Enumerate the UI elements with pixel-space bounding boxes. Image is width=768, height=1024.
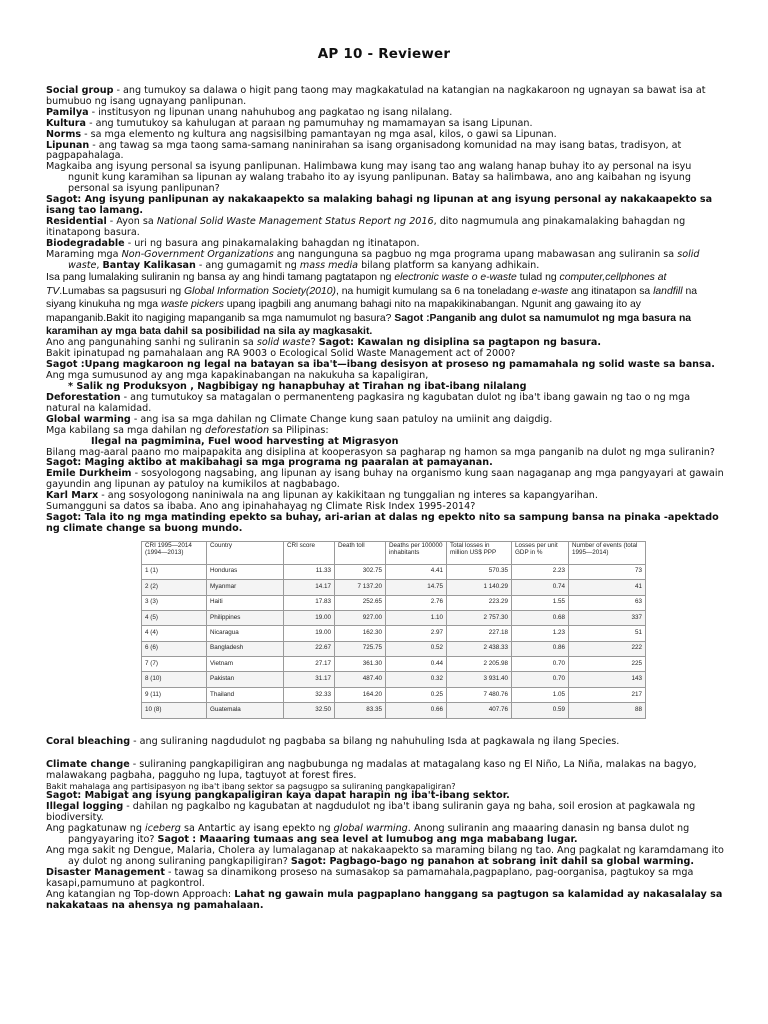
- italic-text: computer,cellphones at TV: [46, 272, 667, 297]
- column-header: CRI score: [284, 541, 335, 564]
- table-cell: Thailand: [207, 687, 284, 702]
- definition: - ang tumukoy sa dalawa o higit pang taong may magkakatulad na katangian na nagkakaroon ng ugnayan sa bawat isa at bumubuo ng isang ugnayang panlipunan.: [46, 85, 706, 107]
- bold-text: Bantay Kalikasan: [102, 259, 196, 271]
- answer-ra-9003: Sagot :Upang magkaroon ng legal na batayan sa iba't—ibang desisyon at proseso ng pamamahala ng solid waste sa bansa.: [46, 359, 715, 371]
- answer-isyung-panlipunan: Sagot: Ang isyung panlipunan ay nakakaapekto sa malaking bahagi ng lipunan at ang isyung personal ay nakakaapekto sa isang tao lamang.: [46, 194, 713, 216]
- table-cell: Haiti: [207, 595, 284, 610]
- definition: - ang tumutukoy sa kahulugan at paraan ng pamumuhay ng mamamayan sa isang Lipunan.: [86, 117, 533, 129]
- list-deforestation-causes: Ilegal na pagmimina, Fuel wood harvesting at Migrasyon: [91, 435, 399, 447]
- text: Isa pang lumalaking suliranin ng bansa ay ang hindi tamang pagtatapon ng: [46, 272, 395, 284]
- text: sa Pilipinas:: [269, 424, 329, 436]
- term: Lipunan: [46, 139, 90, 151]
- paragraph-social-group: [46, 86, 724, 108]
- term: Residential: [46, 215, 107, 227]
- definition: - sosyologong nagsabing, ang lipunan ay isang buhay na organismo kung saan nagaganap ang mga pangyayari at gawain gayundin ang lipunan ay patuloy na kumikilos at nagbabago.: [46, 468, 724, 491]
- text: tulad ng: [516, 272, 560, 284]
- column-header: Deaths per 100000 inhabitants: [386, 541, 447, 564]
- text: Mga kabilang sa mga dahilan ng: [46, 424, 205, 436]
- table-row: [142, 672, 646, 687]
- table-row: [142, 564, 646, 579]
- table-cell: Guatemala: [207, 703, 284, 718]
- table-cell: 1 (1): [142, 564, 207, 579]
- table-cell: 32.50: [284, 703, 335, 718]
- paragraph-iceberg: [46, 824, 724, 846]
- table-cell: 14.75: [386, 580, 447, 595]
- table-cell: Bangladesh: [207, 641, 284, 656]
- text: ,: [96, 259, 103, 271]
- italic-text: Global Information Society(2010): [184, 285, 336, 297]
- table-cell: Honduras: [207, 564, 284, 579]
- table-cell: 0.52: [386, 641, 447, 656]
- column-header: Death toll: [335, 541, 386, 564]
- table-row: [142, 657, 646, 672]
- column-header: CRI 1995—2014 (1994—2013): [142, 541, 207, 564]
- table-cell: 1.10: [386, 610, 447, 625]
- table-cell: 2 (2): [142, 580, 207, 595]
- paragraph-illegal-logging: [46, 802, 724, 824]
- table-cell: 73: [569, 564, 646, 579]
- table-cell: 41: [569, 580, 646, 595]
- cri-table: [141, 541, 646, 719]
- table-cell: 7 (7): [142, 657, 207, 672]
- column-header: Country: [207, 541, 284, 564]
- table-row: [142, 580, 646, 595]
- table-cell: 0.70: [512, 672, 569, 687]
- page-title: AP 10 - Reviewer: [317, 46, 451, 62]
- table-cell: 19.00: [284, 626, 335, 641]
- paragraph-isyung-personal: Magkaiba ang isyung personal sa isyung panlipunan. Halimbawa kung may isang tao ang walang hanap buhay ito ay personal na isyu ngunit kung karamihan sa lipunan ay walang trabaho ito ay isyung panlipunan. Batay sa halimbawa, ano ang kaibahan ng isyung personal sa isyung panlipunan?: [46, 161, 692, 195]
- paragraph-residential: [46, 217, 724, 239]
- table-cell: 19.00: [284, 610, 335, 625]
- text: .Lumabas sa pagsusuri ng: [59, 285, 185, 297]
- paragraph-durkheim: [46, 469, 724, 491]
- table-cell: 252.65: [335, 595, 386, 610]
- definition: - ang tawag sa mga taong sama-samang naninirahan sa isang organisadong komunidad na may isang batas, tradisyon, at pagpapahalaga.: [46, 139, 682, 162]
- table-cell: 27.17: [284, 657, 335, 672]
- definition: - tawag sa dinamikong proseso na sumasakop sa pamamahala,pagpaplano, pag-oorganisa, pagtukoy sa mga kasapi,pamumuno at pagkontrol.: [46, 866, 694, 889]
- table-cell: 0.32: [386, 672, 447, 687]
- bold-text: Sagot: Maging aktibo at makibahagi sa mga programa ng paaralan at pamayanan.: [46, 457, 493, 469]
- table-cell: 487.40: [335, 672, 386, 687]
- table-cell: 164.20: [335, 687, 386, 702]
- text: Ang katangian ng Top-down Approach:: [46, 888, 235, 900]
- table-cell: 302.75: [335, 564, 386, 579]
- paragraph-e-waste: [46, 271, 724, 338]
- term: Coral bleaching: [46, 735, 131, 747]
- table-cell: 1.23: [512, 626, 569, 641]
- term: Illegal logging: [46, 801, 124, 813]
- paragraph-deforestation: [46, 393, 724, 415]
- table-cell: 63: [569, 595, 646, 610]
- table-cell: 143: [569, 672, 646, 687]
- paragraph-ngo: [46, 250, 724, 272]
- table-row: [142, 641, 646, 656]
- table-cell: 4.41: [386, 564, 447, 579]
- table-cell: 0.44: [386, 657, 447, 672]
- table-cell: 225: [569, 657, 646, 672]
- table-cell: 1 140.29: [447, 580, 512, 595]
- term: Pamilya: [46, 106, 89, 118]
- term: Karl Marx: [46, 490, 99, 502]
- table-cell: 14.17: [284, 580, 335, 595]
- definition: - ang sosyologong naniniwala na ang lipunan ay kakikitaan ng tunggalian ng interes sa kapangyarihan.: [98, 490, 598, 502]
- text: , dito nagmumula ang pinakamalaking bahagdan ng itinatapong basura.: [46, 215, 686, 238]
- italic-text: mass media: [299, 259, 359, 271]
- paragraph-top-down: [46, 890, 724, 912]
- text: Ano ang pangunahing sanhi ng suliranin sa: [46, 337, 257, 349]
- table-row: [142, 687, 646, 702]
- italic-text: global warming: [333, 823, 408, 835]
- italic-text: Non-Government Organizations: [121, 248, 274, 260]
- paragraph-partisipasyon: Bakit mahalaga ang partisipasyon ng iba't ibang sektor sa pagsugpo sa suliraning pangkapaligiran?: [46, 781, 456, 792]
- table-cell: 407.76: [447, 703, 512, 718]
- table-cell: 7 480.76: [447, 687, 512, 702]
- table-cell: Nicaragua: [207, 626, 284, 641]
- text: . Anong suliranin ang maaaring danasin ng bansa dulot ng pangyayaring ito?: [68, 823, 690, 846]
- text: - ang gumagamit ng: [195, 259, 300, 271]
- table-cell: 3 (3): [142, 595, 207, 610]
- term: Climate change: [46, 758, 130, 770]
- definition: - ang suliraning nagdudulot ng pagbaba sa bilang ng nahuhuling Isda at pagkawala ng ilang Species.: [130, 735, 620, 747]
- table-cell: 0.66: [386, 703, 447, 718]
- table-cell: 11.33: [284, 564, 335, 579]
- table-cell: 4 (4): [142, 626, 207, 641]
- term: Emile Durkheim: [46, 468, 132, 480]
- paragraph-cri-question: Sumangguni sa datos sa ibaba. Ano ang ipinahahayag ng Climate Risk Index 1995-2014?: [46, 501, 476, 513]
- text: - Ayon sa: [106, 215, 157, 227]
- table-header-row: [142, 541, 646, 564]
- italic-text: deforestation: [204, 424, 270, 436]
- table-cell: 2.23: [512, 564, 569, 579]
- table-cell: 0.70: [512, 657, 569, 672]
- term: Kultura: [46, 117, 87, 129]
- table-cell: 0.68: [512, 610, 569, 625]
- table-cell: 0.25: [386, 687, 447, 702]
- bold-text: Sagot : Maaaring tumaas ang sea level at lumubog ang mga mababang lugar.: [157, 834, 578, 846]
- table-cell: 227.18: [447, 626, 512, 641]
- table-cell: 6 (6): [142, 641, 207, 656]
- text: , na humigit kumulang sa 6 na toneladang: [335, 285, 532, 297]
- italic-text: National Solid Waste Management Status Report ng 2016: [156, 215, 434, 227]
- italic-text: solid waste: [256, 337, 311, 349]
- italic-text: solid waste: [68, 248, 700, 271]
- answer-partisipasyon: Sagot: Mabigat ang isyung pangkapaligiran kaya dapat harapin ng iba't-ibang sektor.: [46, 790, 510, 802]
- term: Deforestation: [46, 391, 121, 403]
- text: Maraming mga: [46, 248, 122, 260]
- list-kapakinabangan: * Salik ng Produksyon , Nagbibigay ng hanapbuhay at Tirahan ng ibat-ibang nilalang: [68, 381, 527, 393]
- document-body: [46, 86, 724, 911]
- table-cell: 31.17: [284, 672, 335, 687]
- text: Ang pagkatunaw ng: [46, 823, 146, 835]
- text: bilang platform sa kanyang adhikain.: [358, 259, 540, 271]
- text: ang itinatapon sa: [568, 285, 654, 297]
- bold-text: Sagot :Panganib ang dulot sa namumulot ng mga basura na karamihan ay mga bata dahil sa posibilidad na sila ay magkasakit.: [46, 312, 692, 338]
- table-cell: 10 (8): [142, 703, 207, 718]
- column-header: Losses per unit GDP in %: [512, 541, 569, 564]
- text: Bilang mag-aaral paano mo maipapakita ang disiplina at kooperasyon sa pagharap ng hamon sa mga panganib na dulot ng mga suliranin?: [46, 446, 715, 458]
- table-cell: 4 (5): [142, 610, 207, 625]
- table-cell: 2 438.33: [447, 641, 512, 656]
- table-cell: 0.59: [512, 703, 569, 718]
- table-cell: Pakistan: [207, 672, 284, 687]
- column-header: Number of events (total 1995—2014): [569, 541, 646, 564]
- table-cell: 2 205.98: [447, 657, 512, 672]
- table-cell: 7 137.20: [335, 580, 386, 595]
- table-row: [142, 626, 646, 641]
- paragraph-dengue: [46, 846, 724, 868]
- italic-text: landfill: [653, 285, 683, 297]
- paragraph-coral-bleaching: [46, 737, 724, 748]
- table-cell: 570.35: [447, 564, 512, 579]
- table-cell: 0.86: [512, 641, 569, 656]
- table-row: [142, 703, 646, 718]
- term: Disaster Management: [46, 866, 165, 878]
- bold-text: Sagot: Kawalan ng disiplina sa pagtapon ng basura.: [318, 337, 601, 349]
- term: Norms: [46, 128, 82, 140]
- term: Global warming: [46, 413, 131, 425]
- paragraph-deforestation-causes: [46, 426, 724, 437]
- table-cell: 725.75: [335, 641, 386, 656]
- term: Biodegradable: [46, 237, 125, 249]
- table-cell: 927.00: [335, 610, 386, 625]
- table-cell: 17.83: [284, 595, 335, 610]
- table-cell: 2.97: [386, 626, 447, 641]
- text: ang nangunguna sa pagbuo ng mga programa upang mabawasan ang suliranin sa: [273, 248, 678, 260]
- italic-text: iceberg: [145, 823, 181, 835]
- bold-text: Lahat ng gawain mula pagpaplano hanggang sa pagtugon sa kalamidad ay nakasalalay sa nakakataas na ahensya ng pamahalaan.: [46, 888, 723, 911]
- table-cell: 1.55: [512, 595, 569, 610]
- text: upang ipagbili ang anumang bahagi nito na mapakikinabangan. Ngunit ang gawaing ito ay mapanganib.Bakit ito nagiging mapanganib sa mga namumulot ng basura?: [46, 299, 641, 324]
- table-cell: 32.33: [284, 687, 335, 702]
- definition: - ang tumutukoy sa matagalan o permanenteng pagkasira ng kagubatan dulot ng iba't ibang gawain ng tao o ng mga natural na kalamidad.: [46, 391, 691, 414]
- table-cell: Philippines: [207, 610, 284, 625]
- table-cell: 361.30: [335, 657, 386, 672]
- climate-risk-index-table: [141, 541, 646, 723]
- table-cell: 22.67: [284, 641, 335, 656]
- text: na siyang kinukuha ng mga: [46, 285, 698, 311]
- italic-text: electronic waste o e-waste: [394, 272, 517, 284]
- table-cell: 217: [569, 687, 646, 702]
- table-cell: 2 757.30: [447, 610, 512, 625]
- table-row: [142, 595, 646, 610]
- paragraph-climate-change: [46, 760, 724, 782]
- table-cell: 83.35: [335, 703, 386, 718]
- table-cell: 8 (10): [142, 672, 207, 687]
- table-cell: Myanmar: [207, 580, 284, 595]
- paragraph-kapakinabangan: Ang mga sumusunod ay ang mga kapakinabangan na nakukuha sa kapaligiran,: [46, 370, 429, 382]
- paragraph-lipunan: [46, 141, 724, 163]
- table-cell: 51: [569, 626, 646, 641]
- paragraph-ra-9003: Bakit ipinatupad ng pamahalaan ang RA 9003 o Ecological Solid Waste Management act of 2000?: [46, 348, 516, 360]
- answer-cri: Sagot: Tala ito ng mga matinding epekto sa buhay, ari-arian at dalas ng epekto nito sa sampung bansa na pinaka -apektado ng climate change sa buong mundo.: [46, 511, 719, 534]
- italic-text: waste pickers: [160, 299, 224, 311]
- definition: - suliraning pangkapiligiran ang nagbubunga ng madalas at matagalang kaso ng El Niño, La Niña, malakas na bagyo, malawakang pagbaha, pagguho ng lupa, tagtuyot at forest fires.: [46, 758, 697, 781]
- table-cell: 162.30: [335, 626, 386, 641]
- table-cell: 0.74: [512, 580, 569, 595]
- text: ?: [310, 337, 319, 349]
- table-cell: 9 (11): [142, 687, 207, 702]
- text: Ang mga sakit ng Dengue, Malaria, Cholera ay lumalaganap at nakakaapekto sa maraming bilang ng tao. Ang pagkalat ng karamdamang ito ay dulot ng anong suliraning pangkapiligiran?: [46, 845, 724, 867]
- column-header: Total losses in million US$ PPP: [447, 541, 512, 564]
- table-cell: 2.76: [386, 595, 447, 610]
- table-cell: Vietnam: [207, 657, 284, 672]
- table-cell: 222: [569, 641, 646, 656]
- definition: - institusyon ng lipunan unang nahuhubog ang pagkatao ng isang nilalang.: [88, 106, 453, 118]
- bold-text: Sagot: Pagbago-bago ng panahon at sobrang init dahil sa global warming.: [290, 855, 694, 867]
- table-cell: 223.29: [447, 595, 512, 610]
- definition: - dahilan ng pagkalbo ng kagubatan at nagdudulot ng iba't ibang suliranin gaya ng baha, soil erosion at pagkawala ng biodiversity.: [46, 801, 696, 824]
- italic-text: e-waste: [531, 285, 569, 297]
- definition: - sa mga elemento ng kultura ang nagsisilbing pamantayan ng mga asal, kilos, o gawi sa Lipunan.: [81, 128, 557, 140]
- text: sa Antartic ay isang epekto ng: [180, 823, 334, 835]
- paragraph-disiplina: [46, 448, 724, 470]
- table-row: [142, 610, 646, 625]
- table-cell: 3 931.40: [447, 672, 512, 687]
- table-cell: 1.05: [512, 687, 569, 702]
- definition: - uri ng basura ang pinakamalaking bahagdan ng itinatapon.: [124, 237, 420, 249]
- table-body: [142, 564, 646, 718]
- term: Social group: [46, 85, 114, 96]
- paragraph-disaster-management: [46, 868, 724, 890]
- table-cell: 88: [569, 703, 646, 718]
- table-cell: 337: [569, 610, 646, 625]
- definition: - ang isa sa mga dahilan ng Climate Change kung saan patuloy na umiinit ang daigdig.: [130, 413, 553, 425]
